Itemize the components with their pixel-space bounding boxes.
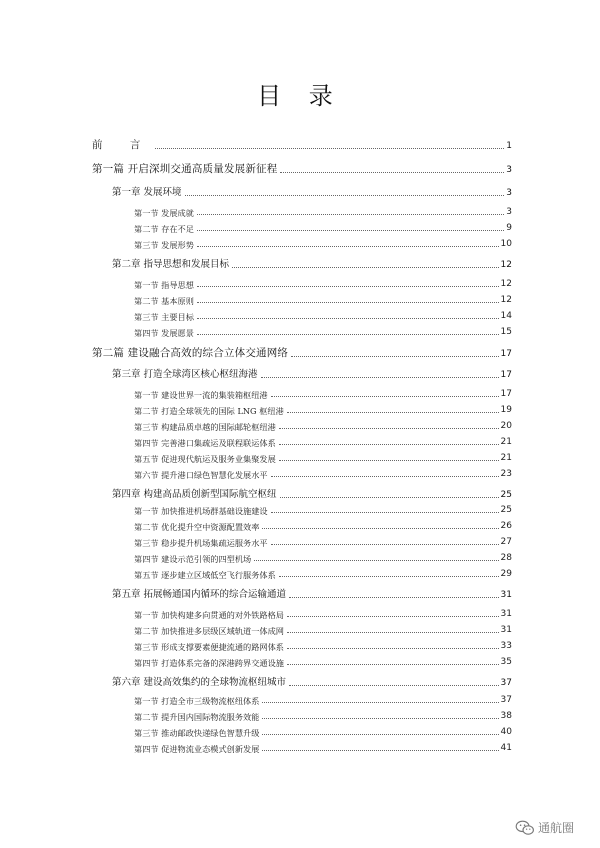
toc-entry[interactable] xyxy=(134,224,512,233)
toc-entry[interactable] xyxy=(112,188,512,198)
toc-entry[interactable] xyxy=(134,744,512,753)
toc-entry-page-number: 3 xyxy=(506,187,512,198)
toc-entry-label: 第三节 主要目标 xyxy=(134,311,194,322)
dot-leader xyxy=(262,702,498,703)
toc-entry-label: 第四章 构建高品质创新型国际航空枢纽 xyxy=(112,489,277,500)
dot-leader xyxy=(262,734,498,735)
toc-entry[interactable] xyxy=(112,370,512,380)
toc-entry[interactable] xyxy=(134,470,512,479)
toc-entry-page-number: 17 xyxy=(500,389,512,399)
toc-entry-page-number: 17 xyxy=(500,369,512,380)
toc-entry[interactable] xyxy=(134,712,512,721)
toc-entry[interactable] xyxy=(134,296,512,305)
dot-leader xyxy=(287,632,499,633)
dot-leader xyxy=(289,597,499,598)
toc-entry-page-number: 20 xyxy=(500,421,512,431)
dot-leader xyxy=(262,528,498,529)
toc-entry-page-number: 23 xyxy=(500,469,512,479)
dot-leader xyxy=(197,302,499,303)
dot-leader xyxy=(155,148,504,149)
dot-leader xyxy=(279,428,499,429)
toc-entry-page-number: 29 xyxy=(500,569,512,579)
dot-leader xyxy=(262,718,498,719)
dot-leader xyxy=(287,664,499,665)
toc-entry-page-number: 3 xyxy=(506,207,512,217)
toc-entry-label: 第六节 提升港口绿色智慧化发展水平 xyxy=(134,469,268,480)
dot-leader xyxy=(197,334,499,335)
toc-entry-label: 第三节 形成支撑要素便捷流通的路网体系 xyxy=(134,641,284,652)
toc-entry[interactable] xyxy=(112,590,512,600)
toc-entry-label: 前 言 xyxy=(92,139,153,151)
toc-entry-label: 第五节 逐步建立区域低空飞行服务体系 xyxy=(134,569,276,580)
dot-leader xyxy=(287,412,499,413)
toc-entry-page-number: 33 xyxy=(500,641,512,651)
toc-entry-label: 第二节 存在不足 xyxy=(134,223,194,234)
toc-entry-label: 第一节 打造全市三级物流枢纽体系 xyxy=(134,695,260,706)
toc-entry-label: 第三节 发展形势 xyxy=(134,239,194,250)
dot-leader xyxy=(280,172,504,173)
dot-leader xyxy=(197,318,499,319)
toc-entry[interactable] xyxy=(134,328,512,337)
toc-entry-page-number: 35 xyxy=(500,657,512,667)
toc-entry-page-number: 28 xyxy=(500,553,512,563)
page-title: 目 录 xyxy=(257,82,343,110)
toc-entry-page-number: 10 xyxy=(500,239,512,249)
toc-entry[interactable] xyxy=(134,554,512,563)
dot-leader xyxy=(279,460,499,461)
toc-entry-page-number: 14 xyxy=(500,311,512,321)
toc-entry-label: 第一节 指导思想 xyxy=(134,279,194,290)
toc-entry-label: 第四节 完善港口集疏运及联程联运体系 xyxy=(134,437,276,448)
toc-entry[interactable] xyxy=(92,348,512,359)
toc-entry-page-number: 17 xyxy=(500,348,512,359)
toc-entry-label: 第一节 建设世界一流的集装箱枢纽港 xyxy=(134,389,268,400)
toc-entry-page-number: 27 xyxy=(500,537,512,547)
toc-entry-label: 第一章 发展环境 xyxy=(112,187,182,198)
toc-entry-page-number: 38 xyxy=(500,711,512,721)
toc-entry[interactable] xyxy=(134,728,512,737)
toc-entry-label: 第二章 指导思想和发展目标 xyxy=(112,259,230,270)
toc-entry-page-number: 25 xyxy=(500,489,512,500)
dot-leader xyxy=(271,544,499,545)
toc-entry-page-number: 9 xyxy=(506,223,512,233)
toc-entry-page-number: 12 xyxy=(500,259,512,270)
toc-entry[interactable] xyxy=(134,522,512,531)
toc-entry-page-number: 3 xyxy=(506,164,512,175)
dot-leader xyxy=(197,214,504,215)
toc-entry-label: 第五节 促进现代航运及服务业集聚发展 xyxy=(134,453,276,464)
toc-entry-page-number: 41 xyxy=(500,743,512,753)
toc-entry[interactable] xyxy=(112,678,512,688)
toc-entry-page-number: 21 xyxy=(500,453,512,463)
toc-entry[interactable] xyxy=(134,280,512,289)
toc-entry-label: 第二篇 建设融合高效的综合立体交通网络 xyxy=(92,347,289,359)
toc-entry-label: 第二节 提升国内国际物流服务效能 xyxy=(134,711,260,722)
toc-entry-label: 第三节 构建品质卓越的国际邮轮枢纽港 xyxy=(134,421,276,432)
toc-entry[interactable] xyxy=(134,454,512,463)
dot-leader xyxy=(254,560,498,561)
dot-leader xyxy=(289,685,499,686)
dot-leader xyxy=(185,195,505,196)
toc-entry-label: 第二节 优化提升空中资源配置效率 xyxy=(134,521,260,532)
toc-entry-label: 第四节 建设示范引领的四型机场 xyxy=(134,553,252,564)
toc-entry-label: 第一节 加快推进机场群基础设施建设 xyxy=(134,505,268,516)
dot-leader xyxy=(232,267,499,268)
toc-entry-label: 第四节 促进物流业态模式创新发展 xyxy=(134,743,260,754)
dot-leader xyxy=(261,377,499,378)
dot-leader xyxy=(279,444,499,445)
toc-entry[interactable] xyxy=(134,240,512,249)
toc-entry-page-number: 12 xyxy=(500,295,512,305)
toc-entry[interactable] xyxy=(134,696,512,705)
toc-entry[interactable] xyxy=(112,490,512,500)
toc-entry[interactable] xyxy=(92,164,512,175)
toc-entry[interactable] xyxy=(92,140,512,151)
toc-entry-page-number: 37 xyxy=(500,695,512,705)
wechat-icon xyxy=(515,820,535,836)
dot-leader xyxy=(197,246,499,247)
toc-entry-page-number: 31 xyxy=(500,609,512,619)
dot-leader xyxy=(197,230,504,231)
dot-leader xyxy=(271,396,499,397)
toc-entry-page-number: 31 xyxy=(500,625,512,635)
toc-entry-label: 第一节 发展成就 xyxy=(134,207,194,218)
toc-entry-page-number: 31 xyxy=(500,589,512,600)
dot-leader xyxy=(291,356,498,357)
toc-entry[interactable] xyxy=(134,406,512,415)
dot-leader xyxy=(271,476,499,477)
dot-leader xyxy=(280,497,499,498)
toc-entry[interactable] xyxy=(134,506,512,515)
toc-entry-label: 第二节 加快推进多层级区域轨道一体成网 xyxy=(134,625,284,636)
toc-entry-label: 第一篇 开启深圳交通高质量发展新征程 xyxy=(92,163,278,175)
dot-leader xyxy=(197,286,499,287)
toc-entry-label: 第四节 打造体系完备的深港跨界交通设施 xyxy=(134,657,284,668)
dot-leader xyxy=(279,576,499,577)
toc-entry[interactable] xyxy=(134,208,512,217)
dot-leader xyxy=(271,512,499,513)
toc-entry-page-number: 25 xyxy=(500,505,512,515)
toc-entry[interactable] xyxy=(134,570,512,579)
toc-entry[interactable] xyxy=(134,312,512,321)
toc-entry-label: 第三节 稳步提升机场集疏运服务水平 xyxy=(134,537,268,548)
watermark xyxy=(515,819,574,836)
toc-entry[interactable] xyxy=(134,626,512,635)
dot-leader xyxy=(287,648,499,649)
toc-entry[interactable] xyxy=(134,422,512,431)
toc-entry-page-number: 37 xyxy=(500,677,512,688)
toc-entry-page-number: 1 xyxy=(506,140,512,151)
dot-leader xyxy=(287,616,499,617)
toc-entry[interactable] xyxy=(134,538,512,547)
toc-entry[interactable] xyxy=(134,610,512,619)
toc-entry-label: 第三节 推动邮政快递绿色智慧升级 xyxy=(134,727,260,738)
toc-entry[interactable] xyxy=(112,260,512,270)
watermark-text: 通航圈 xyxy=(537,821,574,835)
toc-entry[interactable] xyxy=(134,642,512,651)
toc-entry[interactable] xyxy=(134,438,512,447)
toc-entry-page-number: 15 xyxy=(500,327,512,337)
toc-entry-page-number: 19 xyxy=(500,405,512,415)
toc-entry-label: 第二节 基本原则 xyxy=(134,295,194,306)
toc-entry-label: 第二节 打造全球领先的国际 LNG 枢纽港 xyxy=(134,405,284,416)
toc-entry-label: 第三章 打造全球湾区核心枢纽海港 xyxy=(112,369,258,380)
toc-entry-page-number: 21 xyxy=(500,437,512,447)
toc-entry-label: 第五章 拓展畅通国内循环的综合运输通道 xyxy=(112,589,287,600)
dot-leader xyxy=(262,750,498,751)
toc-entry[interactable] xyxy=(134,658,512,667)
toc-entry[interactable] xyxy=(134,390,512,399)
toc-entry-label: 第四节 发展愿景 xyxy=(134,327,194,338)
toc-entry-label: 第一节 加快构建多向贯通的对外铁路格局 xyxy=(134,609,284,620)
toc-entry-label: 第六章 建设高效集约的全球物流枢纽城市 xyxy=(112,677,287,688)
toc-entry-page-number: 26 xyxy=(500,521,512,531)
toc-entry-page-number: 40 xyxy=(500,727,512,737)
toc-entry-page-number: 12 xyxy=(500,279,512,289)
